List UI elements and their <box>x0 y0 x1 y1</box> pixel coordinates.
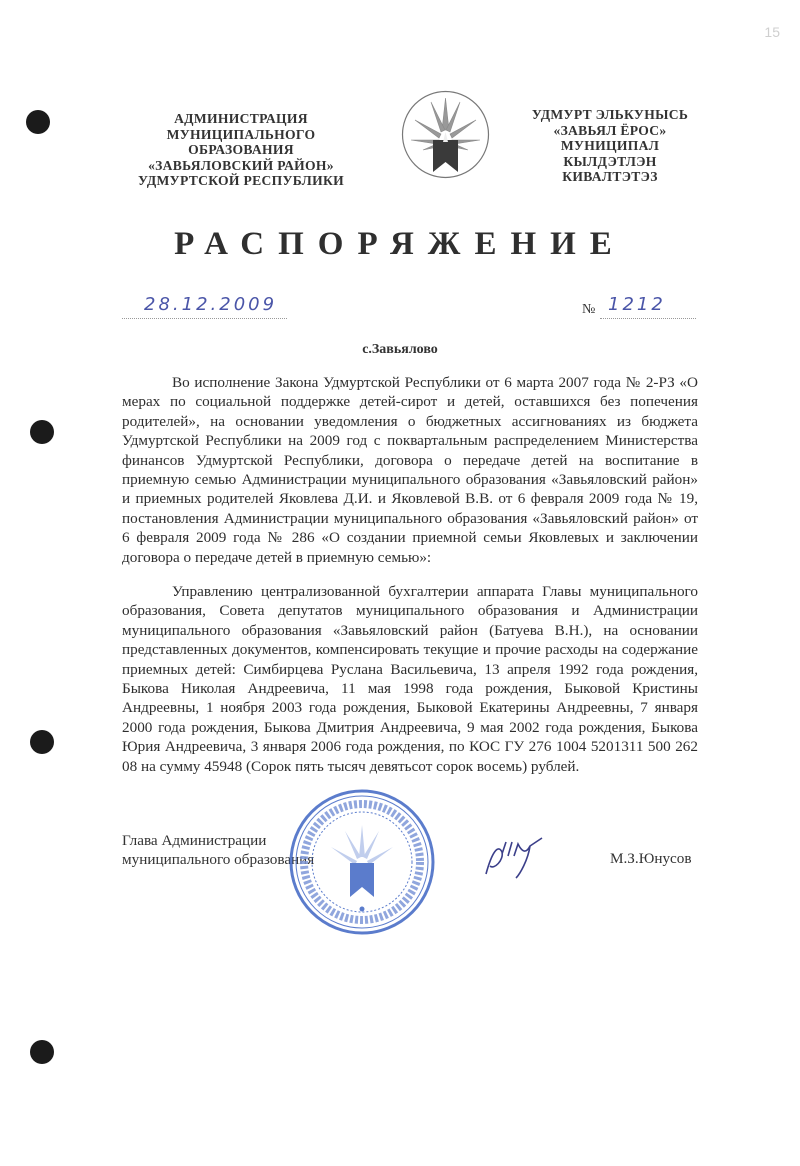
order-text: Управлению централизованной бухгалтерии аппарата Главы муниципального образования, Совета депутатов муниципального образования и Администрации муниципального образования «Завьяловский район (Батуева В.Н.), на основании представленных документов, компенсировать текущие и прочие расходы на содержание приемных детей: Симбирцева Руслана Васильевича, 13 апреля 1992 года рождения, Быкова Николая Андреевича, 11 мая 1998 года рождения, Быковой Кристины Андреевны, 1 ноября 2003 года рождения, Быковой Екатерины Андреевны, 7 января 2000 года рождения, Быкова Дмитрия Андреевича, 9 мая 2002 года рождения, Быкова Юрия Андреевича, 3 января 2006 года рождения, по КОС ГУ 276 1004 5201311 500 262 08 на сумму 45948 (Сорок пять тысяч девятьсот сорок восемь) рублей. <box>122 583 698 775</box>
header-left-line: АДМИНИСТРАЦИЯ <box>174 111 308 126</box>
header-left-line: УДМУРТСКОЙ РЕСПУБЛИКИ <box>138 173 344 188</box>
punch-hole <box>30 730 54 754</box>
document-date: 28.12.2009 <box>144 294 278 315</box>
header-organization-udmurt <box>522 107 698 185</box>
document-number-label: № <box>582 302 596 317</box>
page-mark: 15 <box>764 24 780 40</box>
preamble-paragraph <box>122 373 698 567</box>
document-date-field <box>122 294 287 319</box>
signatory-position-line: муниципального образования <box>122 851 315 868</box>
header-right-line: «ЗАВЬЯЛ ЁРОС» <box>553 122 667 138</box>
header-organization-russian <box>112 111 370 189</box>
header-right-line: КИВАЛТЭТЭЗ <box>562 169 658 184</box>
document-place: с.Завьялово <box>362 342 438 357</box>
signatory-name: М.З.Юнусов <box>610 850 692 867</box>
document-number-field <box>600 294 696 319</box>
signatory-position-line: Глава Администрации <box>122 832 267 849</box>
header-right-line: МУНИЦИПАЛ КЫЛДЭТЛЭН <box>560 138 660 169</box>
order-paragraph <box>122 582 698 776</box>
municipal-emblem-icon <box>401 90 490 179</box>
punch-hole <box>30 420 54 444</box>
document-number: 1212 <box>608 294 666 315</box>
handwritten-signature-icon <box>480 832 550 882</box>
punch-hole <box>30 1040 54 1064</box>
header-left-line: «ЗАВЬЯЛОВСКИЙ РАЙОН» <box>148 157 334 173</box>
official-seal-icon <box>287 787 437 937</box>
header-right-line: УДМУРТ ЭЛЬКУНЫСЬ <box>531 107 689 122</box>
signatory-position <box>122 831 314 869</box>
punch-hole <box>26 110 50 134</box>
preamble-text: Во исполнение Закона Удмуртской Республики от 6 марта 2007 года № 2-РЗ «О мерах по социальной поддержке детей-сирот и детей, оставшихся без попечения родителей», на основании уведомления о бюджетных ассигнованиях из бюджета Удмуртской Республики на 2009 год с поквартальным распределением Министерства финансов Удмуртской Республики, договора о передаче детей на воспитание в приемную семью Администрации муниципального образования «Завьяловский район» и приемных родителей Яковлева Д.И. и Яковлевой В.В. от 6 февраля 2009 года № 19, постановления Администрации муниципального образования «Завьяловский район» от 6 февраля 2009 года № 286 «О создании приемной семьи Яковлевых и заключении договора о передаче детей в приемную семью»: <box>122 374 698 566</box>
header-left-line: МУНИЦИПАЛЬНОГО ОБРАЗОВАНИЯ <box>166 126 316 157</box>
document-title: РАСПОРЯЖЕНИЕ <box>174 226 626 262</box>
